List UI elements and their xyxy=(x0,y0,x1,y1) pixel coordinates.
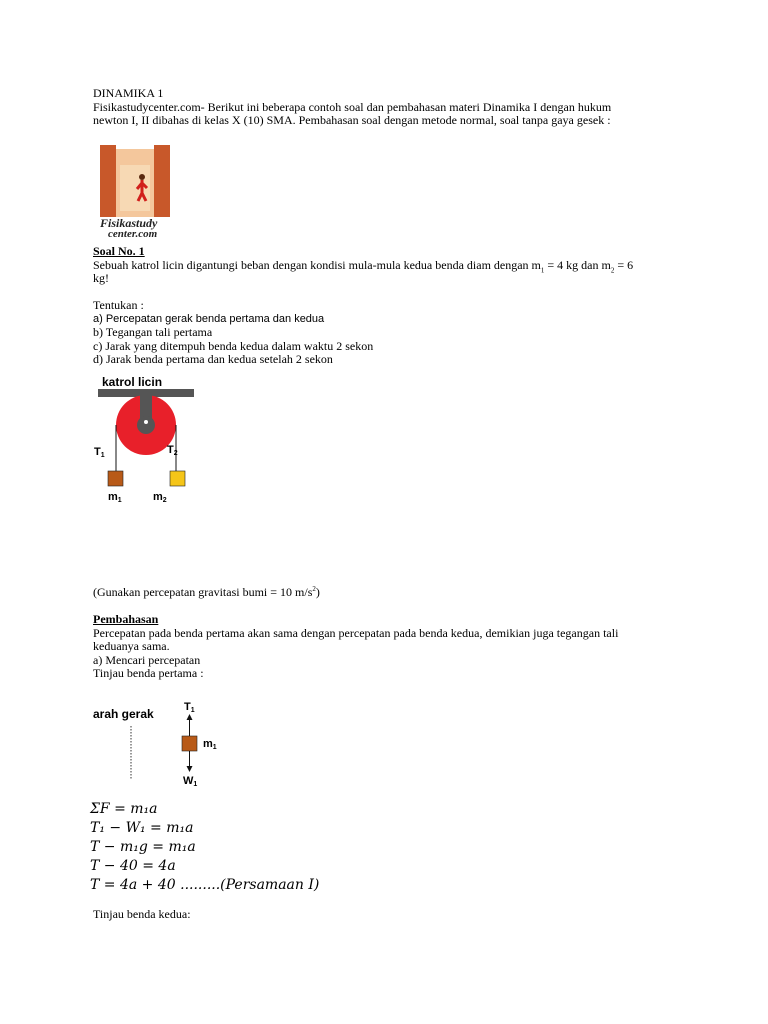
tension-1-label: T1 xyxy=(94,446,105,459)
fisikastudycenter-logo xyxy=(98,145,176,238)
soal-line-1: Sebuah katrol licin digantungi beban dengan kondisi mula-mula kedua benda diam dengan $m_1 = 4$ kg dan $m_2 = 6$ xyxy=(93,257,634,274)
pembahasan-heading: Pembahasan xyxy=(93,612,159,626)
mass-1-box xyxy=(108,471,123,486)
question-item-d: d) Jarak benda pertama dan kedua setelah 2 sekon xyxy=(93,352,333,366)
step-a-label: a) Mencari percepatan xyxy=(93,652,201,667)
equation-line: T − m₁g = m₁a xyxy=(90,839,196,855)
pulley-diagram xyxy=(76,375,216,505)
mass-2-label: m2 xyxy=(153,491,167,504)
document-body xyxy=(93,87,693,128)
spacer xyxy=(93,286,693,300)
tinjau-benda-2-block xyxy=(93,908,191,922)
spacer xyxy=(93,600,693,614)
gravitasi-note: (Gunakan percepatan gravitasi bumi = 10 $m/s^2$) xyxy=(93,585,320,599)
mass-2-box xyxy=(170,471,185,486)
tension-2-label: T2 xyxy=(167,444,178,457)
tinjau-benda-1: Tinjau benda pertama : xyxy=(93,666,204,680)
free-body-diagram xyxy=(91,698,281,788)
mass-1-box xyxy=(182,736,197,751)
equations-block xyxy=(90,800,319,895)
arah-gerak-label: arah gerak xyxy=(93,707,154,721)
soal-heading: Soal No. 1 xyxy=(93,244,145,258)
tentukan-label: Tentukan : xyxy=(93,298,144,312)
pulley-title: katrol licin xyxy=(102,375,163,389)
pembahasan-line-2: keduanya sama. xyxy=(93,639,170,653)
tension-1-label: T1 xyxy=(184,701,195,714)
intro-line-2: newton I, II dibahas di kelas X (10) SMA. Pembahasan soal dengan metode normal, soal tanpa gaya gesek : xyxy=(93,113,611,127)
soal-section xyxy=(93,245,693,367)
pembahasan-section xyxy=(93,586,693,681)
intro-line-1: Fisikastudycenter.com- Berikut ini beberapa contoh soal dan pembahasan materi Dinamika I dengan hukum xyxy=(93,99,612,114)
mass-1-label: m1 xyxy=(203,738,217,751)
pembahasan-line-1: Percepatan pada benda pertama akan sama dengan percepatan pada benda kedua, demikian juga tegangan tali xyxy=(93,625,619,640)
equation-line: ΣF = m₁a xyxy=(90,801,158,817)
weight-1-label: W1 xyxy=(183,775,198,788)
soal-line-2: kg! xyxy=(93,271,109,285)
doc-title: DINAMIKA 1 xyxy=(93,86,164,100)
question-item-a: a) Percepatan gerak benda pertama dan kedua xyxy=(93,312,325,325)
tinjau-benda-2: Tinjau benda kedua: xyxy=(93,907,191,921)
logo-text-2: center.com xyxy=(108,228,158,238)
mass-1-label: m1 xyxy=(108,491,122,504)
equation-line: T − 40 = 4a xyxy=(90,858,176,874)
equation-line: T₁ − W₁ = m₁a xyxy=(90,820,194,836)
question-item-c: c) Jarak yang ditempuh benda kedua dalam waktu 2 sekon xyxy=(93,338,374,353)
equation-line: T = 4a + 40 .........(Persamaan I) xyxy=(90,877,320,893)
question-item-b: b) Tegangan tali pertama xyxy=(93,325,213,339)
logo-text-1: Fisikastudy xyxy=(100,216,158,230)
